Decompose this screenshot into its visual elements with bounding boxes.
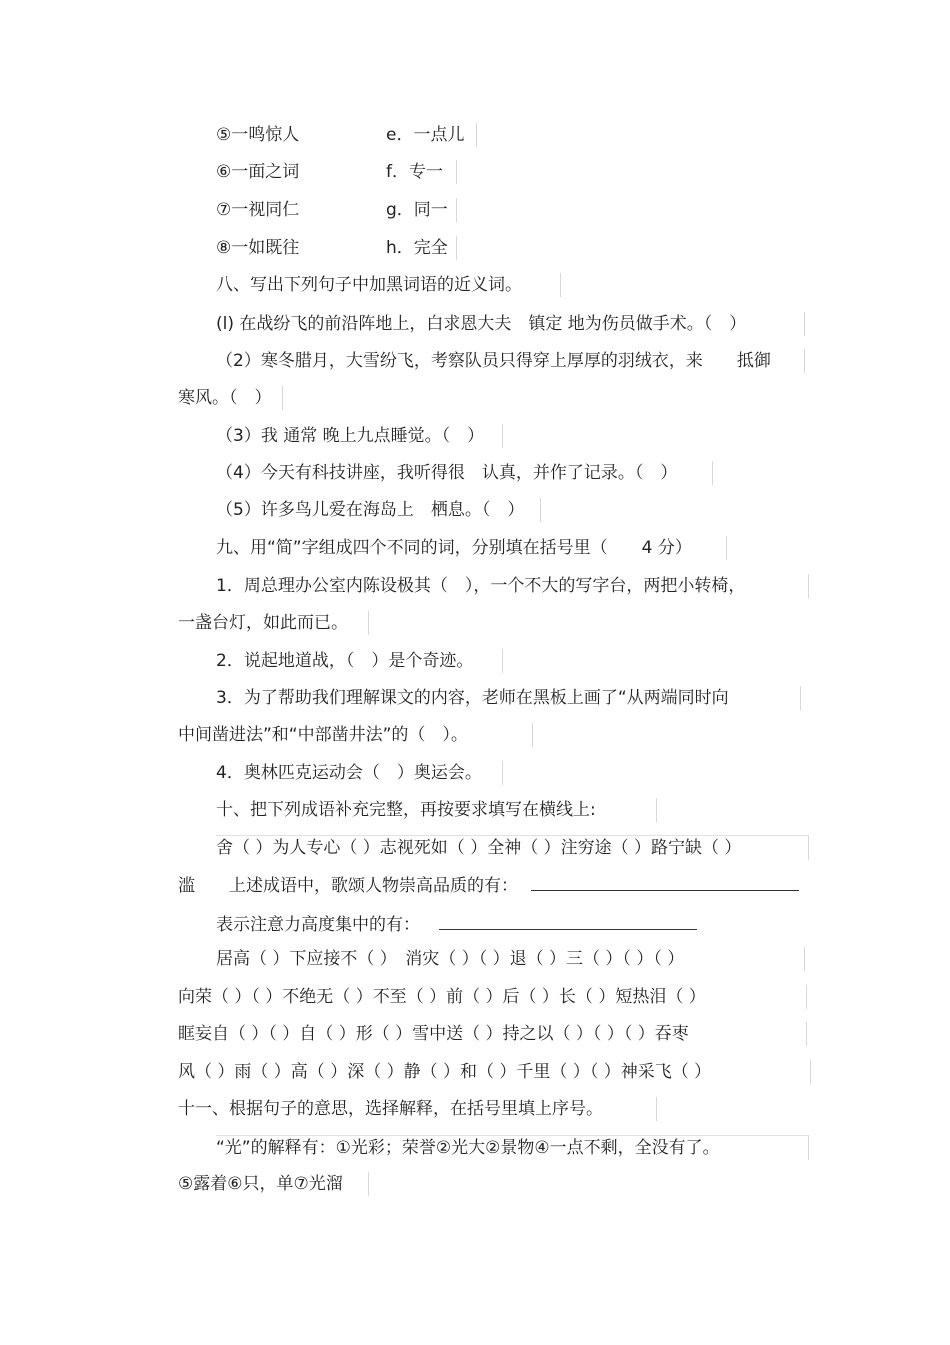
matching-left: ⑥一面之词 xyxy=(216,162,300,182)
matching-right: f．专一 xyxy=(386,162,443,182)
section9-item-cont: 中间凿进法”和“中部凿井法”的（ ）。 xyxy=(178,723,533,747)
answer-blank[interactable] xyxy=(531,872,799,891)
section9-item: 2．说起地道战，（ ）是个奇迹。 xyxy=(216,649,503,673)
matching-row xyxy=(216,236,457,260)
section9-heading: 九、用“简”字组成四个不同的词，分别填在括号里（ 4 分） xyxy=(216,536,727,560)
matching-row xyxy=(216,160,457,184)
section9-item: 3．为了帮助我们理解课文的内容，老师在黑板上画了“从两端同时向 xyxy=(216,686,801,710)
idiom-line: 风（ ）雨（ ）高（ ）深（ ）静（ ）和（ ）千里（ ）（ ）神采飞（ ） xyxy=(178,1060,811,1084)
section8-item: (l) 在战纷飞的前沿阵地上，白求恩大夫 镇定 地为伤员做手术。（ ） xyxy=(216,312,805,336)
section11-heading: 十一、根据句子的意思，选择解释，在括号里填上序号。 xyxy=(178,1097,657,1121)
answer-blank[interactable] xyxy=(439,911,697,930)
matching-left: ⑤一鸣惊人 xyxy=(216,125,300,145)
matching-left: ⑧一如既往 xyxy=(216,238,300,258)
section11-definitions: “光”的解释有：①光彩；荣誉②光大②景物④一点不剩，全没有了。 xyxy=(216,1135,809,1160)
idiom-line: 居高（ ）下应接不（ ） 消灾（ ）（ ）退（ ）三（ ）（ ）（ ） xyxy=(216,947,805,971)
matching-row xyxy=(216,123,477,147)
section8-heading: 八、写出下列句子中加黑词语的近义词。 xyxy=(216,273,561,297)
section8-item: （5）许多鸟儿爱在海岛上 栖息。（ ） xyxy=(216,498,541,522)
section11-definitions-cont: ⑤露着⑥只，单⑦光溜 xyxy=(178,1172,369,1196)
section9-item-cont: 一盏台灯，如此而已。 xyxy=(178,611,369,635)
idiom-line: 舍（ ）为人专心（ ）志视死如（ ）全神（ ）注穷途（ ）路宁缺（ ） xyxy=(216,835,809,860)
idiom-line: 眶妄自（ ）（ ）自（ ）形（ ）雪中送（ ）持之以（ ）（ ）（ ）吞枣 xyxy=(178,1022,807,1046)
section8-item: （2）寒冬腊月，大雪纷飞，考察队员只得穿上厚厚的羽绒衣，来 抵御 xyxy=(216,349,805,373)
idiom-praise-label: 滥 上述成语中，歌颂人物崇高品质的有： xyxy=(178,876,518,896)
matching-right: g．同一 xyxy=(386,200,448,220)
matching-row xyxy=(216,198,457,222)
section9-item: 4．奥林匹克运动会（ ）奥运会。 xyxy=(216,761,503,785)
matching-left: ⑦一视同仁 xyxy=(216,200,300,220)
matching-right: h．完全 xyxy=(386,238,448,258)
idiom-praise-line xyxy=(178,872,822,898)
section8-item: （3）我 通常 晚上九点睡觉。（ ） xyxy=(216,424,503,448)
idiom-focus-line xyxy=(216,911,720,937)
idiom-line: 向荣（ ）（ ）不绝无（ ）不至（ ）前（ ）后（ ）长（ ）短热泪（ ） xyxy=(178,985,807,1009)
section8-item: （4）今天有科技讲座，我听得很 认真，并作了记录。（ ） xyxy=(216,461,713,485)
idiom-focus-label: 表示注意力高度集中的有： xyxy=(216,915,420,935)
section10-heading: 十、把下列成语补充完整，再按要求填写在横线上: xyxy=(216,798,657,822)
section8-item-cont: 寒风。（ ） xyxy=(178,386,283,410)
section9-item: 1．周总理办公室内陈设极其（ ），一个不大的写字台，两把小转椅， xyxy=(216,574,809,598)
matching-right: e．一点儿 xyxy=(386,125,465,145)
